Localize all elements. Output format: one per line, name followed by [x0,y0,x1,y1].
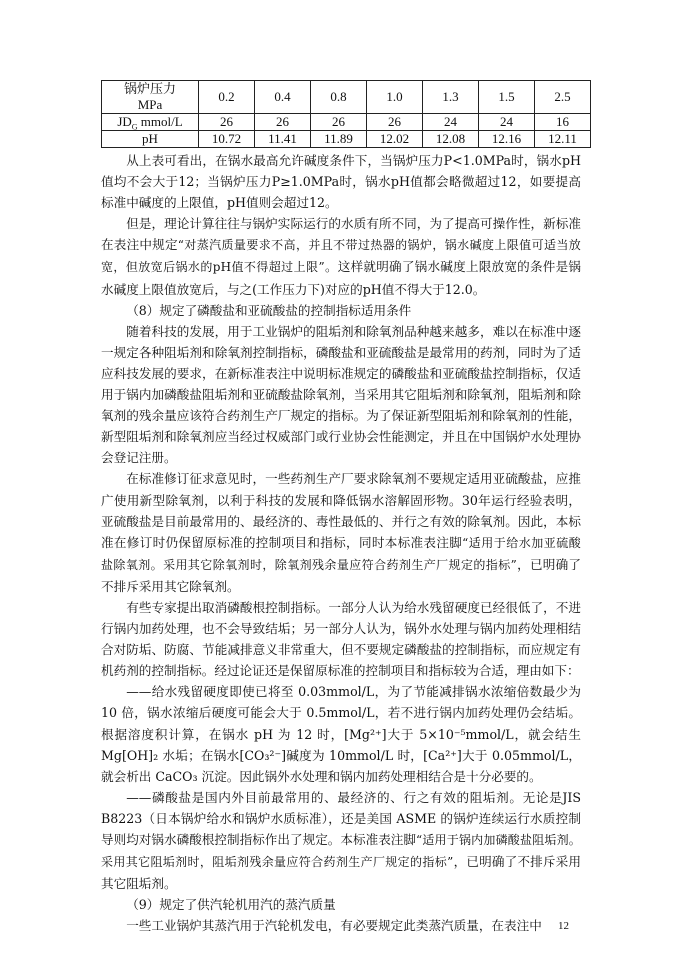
table-row [102,81,591,114]
table-cell: 24 [423,114,479,131]
paragraph: 随着科技的发展，用于工业锅炉的阻垢剂和除氧剂品种越来越多，难以在标准中逐一规定各种阻垢剂和除氧剂控制指标，磷酸盐和亚硫酸盐是最常用的药剂，同时为了适应科技发展的要求，在新标准表注中说明标准规定的磷酸盐和亚硫酸盐控制指标，仅适用于锅内加磷酸盐阻垢剂和亚硫酸盐除氧剂，当采用其它阻垢剂和除氧剂，阻垢剂和除氧剂的残余量应该符合药剂生产厂规定的指标。为了保证新型阻垢剂和除氧剂的性能，新型阻垢剂和除氧剂应当经过权威部门或行业协会性能测定，并且在中国锅炉水处理协会登记注册。 [101,323,581,466]
row-header-alkalinity: $JD_G$ mmol/L [102,114,199,131]
table-cell: 12.11 [535,131,591,148]
table-cell: 1.5 [479,81,535,114]
table-cell: 1.3 [423,81,479,114]
paragraph [101,681,581,786]
paragraph [101,468,581,597]
table-cell: 12.08 [423,131,479,148]
table-cell: 26 [255,114,311,131]
text-run: ——磷酸盐是国内外目前最常用的、最经济的、行之有效的阻垢剂。无论是JIS B8223（日本锅炉给水和锅炉水质标准），还是美国 ASME 的锅炉连续运行水质控制导则均对锅水磷酸根控制指标作出了规定。本标准表注脚 [101,789,581,847]
text-run: 。这样就明确了锅水碱度上限放宽的条件是锅水碱度上限值放宽后，与之(工作压力下)对应的pH值不得大于12.0。 [101,259,581,297]
table-cell: 12.16 [479,131,535,148]
text-run: ，已明确了不排斥采用其它除氧剂。 [101,556,581,594]
table-cell: 2.5 [535,81,591,114]
table-cell: 16 [535,114,591,131]
row-header-ph: pH [102,131,199,148]
text-run: ，已明确了不排斥采用其它阻垢剂。 [101,854,582,892]
paragraph: 一些工业锅炉其蒸汽用于汽轮机发电，有必要规定此类蒸汽质量，在表注中 [126,918,542,934]
table-cell: 10.72 [199,131,255,148]
boiler-pressure-table [101,80,591,148]
text-run: ——给水残留硬度即使已将至 0.03mmol/L，为了节能减排锅水浓缩倍数最少为 10 倍，锅水浓缩后硬度可能会大于 0.5mmol/L，若不进行锅内加药处理仍会结垢。根据溶度积计算，在锅水 pH 为 12 时， [101,684,581,742]
quoted-note: “对蒸汽质量要求不高，并且不带过热器的锅炉，锅水碱度上限值可适当放宽，但放宽后锅水的pH值不得超过上限” [101,238,581,275]
section-heading: （8）规定了磷酸盐和亚硫酸盐的控制指标适用条件 [126,302,412,318]
table-row [102,131,591,148]
table-cell: 26 [367,114,423,131]
table-cell: 11.89 [311,131,367,148]
row-header-pressure: 锅炉压力 MPa [102,81,199,114]
table-cell: 26 [199,114,255,131]
paragraph: 从上表可看出，在锅水最高允许碱度条件下，当锅炉压力P<1.0MPa时，锅水pH值均不会大于12；当锅炉压力P≥1.0MPa时，锅水pH值都会略微超过12，如要提高标准中碱度的上限值，pH值则会超过12。 [101,153,581,211]
table-cell: 26 [311,114,367,131]
table-row [102,114,591,131]
body-text [101,150,581,936]
text-run: 但是，理论计算往往与锅炉实际运行的水质有所不同，为了提高可操作性，新标准在表注中规定 [101,216,581,253]
table-cell: 0.8 [311,81,367,114]
table-cell: 1.0 [367,81,423,114]
table-cell: 0.2 [199,81,255,114]
table-cell: 12.02 [367,131,423,148]
section-heading: （9）规定了供汽轮机用汽的蒸汽质量 [126,897,336,913]
table-cell: 0.4 [255,81,311,114]
page-number: 12 [558,920,569,932]
text-run: [Mg²⁺]大于 5×10⁻⁵mmol/L，就会结生 Mg[OH]₂ 水垢；在锅水[CO₃²⁻]碱度为 10mmol/L 时，[Ca²⁺]大于 0.05mmol/L，就会析出 CaCO₃ 沉淀。因此锅外水处理和锅内加药处理相结合是十分必要的。 [101,726,581,784]
paragraph [101,787,581,894]
table-cell: 11.41 [255,131,311,148]
quoted-note: “适用于锅内加磷酸盐阻垢剂。采用其它阻垢剂时，阻垢剂残余量应符合药剂生产厂规定的指标” [101,833,582,870]
table-cell: 24 [479,114,535,131]
paragraph: 有些专家提出取消磷酸根控制指标。一部分人认为给水残留硬度已经很低了，不进行锅内加药处理，也不会导致结垢；另一部分人认为，锅外水处理与锅内加药处理相结合对防垢、防腐、节能减排意义非常重大，但不要规定磷酸盐的控制指标，而应规定有机药剂的控制指标。经过论证还是保留原标准的控制项目和指标较为合适，理由如下： [101,599,581,679]
quoted-note: “适用于给水加亚硫酸盐除氧剂。采用其它除氧剂时，除氧剂残余量应符合药剂生产厂规定的指标” [101,535,582,572]
paragraph [101,213,581,299]
text-run: 在标准修订征求意见时，一些药剂生产厂要求除氧剂不要规定适用亚硫酸盐，应推广使用新型除氧剂，以利于科技的发展和降低锅水溶解固形物。30年运行经验表明，亚硫酸盐是目前最常用的、最经济的、毒性最低的、并行之有效的除氧剂。因此，本标准在修订时仍保留原标准的控制项目和指标，同时本标准表注脚 [101,471,581,550]
